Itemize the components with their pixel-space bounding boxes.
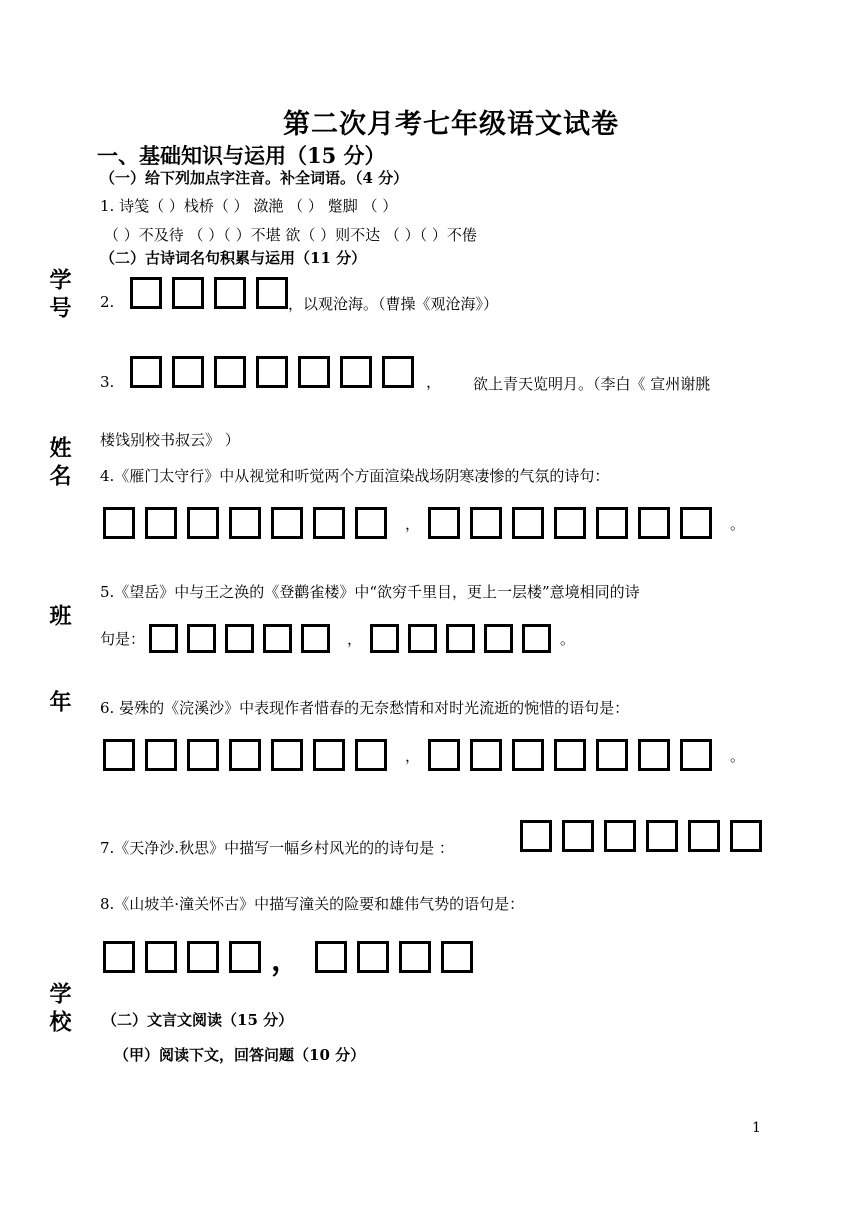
answer-box[interactable]: [149, 624, 178, 653]
answer-box[interactable]: [214, 277, 246, 309]
question-6-period: 。: [730, 746, 746, 765]
side-label-name: 姓名: [46, 436, 72, 492]
answer-box[interactable]: [187, 739, 219, 771]
answer-box[interactable]: [638, 739, 670, 771]
answer-box[interactable]: [313, 507, 345, 539]
side-label-student-id: 学号: [46, 268, 72, 324]
answer-box[interactable]: [172, 356, 204, 388]
answer-box[interactable]: [512, 507, 544, 539]
answer-box[interactable]: [229, 941, 261, 973]
answer-box[interactable]: [229, 739, 261, 771]
answer-box[interactable]: [271, 507, 303, 539]
answer-box[interactable]: [229, 507, 261, 539]
answer-box[interactable]: [596, 507, 628, 539]
question-5-period: 。: [560, 630, 576, 648]
answer-box[interactable]: [680, 739, 712, 771]
answer-box[interactable]: [263, 624, 292, 653]
section2-heading: （二）文言文阅读（15 分）: [102, 1011, 294, 1029]
question-3-answer-boxes[interactable]: [130, 356, 424, 388]
answer-box[interactable]: [596, 739, 628, 771]
answer-box[interactable]: [187, 624, 216, 653]
question-7-answer-boxes[interactable]: [520, 820, 762, 852]
answer-box[interactable]: [370, 624, 399, 653]
answer-box[interactable]: [408, 624, 437, 653]
answer-box[interactable]: [382, 356, 414, 388]
answer-box[interactable]: [357, 941, 389, 973]
answer-box[interactable]: [520, 820, 552, 852]
answer-box[interactable]: [301, 624, 330, 653]
answer-box[interactable]: [355, 739, 387, 771]
section1-heading: 一、基础知识与运用（15 分）: [97, 143, 386, 168]
answer-box[interactable]: [340, 356, 372, 388]
answer-box[interactable]: [130, 277, 162, 309]
answer-box[interactable]: [103, 739, 135, 771]
question-2-number: 2.: [100, 293, 115, 311]
answer-box[interactable]: [256, 356, 288, 388]
answer-box[interactable]: [145, 941, 177, 973]
answer-box[interactable]: [315, 941, 347, 973]
answer-box[interactable]: [298, 356, 330, 388]
question-6-text: 6. 晏殊的《浣溪沙》中表现作者惜春的无奈愁情和对时光流逝的惋惜的语句是：: [100, 699, 630, 717]
answer-box[interactable]: [428, 507, 460, 539]
answer-box[interactable]: [145, 739, 177, 771]
question-3-comma: ，: [426, 373, 442, 391]
answer-box[interactable]: [214, 356, 246, 388]
question-5-answer-row: [100, 624, 575, 653]
question-6-comma: ，: [405, 746, 421, 765]
question-8-comma: ，: [271, 943, 301, 978]
answer-box[interactable]: [680, 507, 712, 539]
answer-box[interactable]: [470, 739, 502, 771]
answer-box[interactable]: [446, 624, 475, 653]
answer-box[interactable]: [441, 941, 473, 973]
answer-box[interactable]: [399, 941, 431, 973]
question-3-text: 欲上青天览明月。（李白《 宣州谢朓: [473, 375, 711, 393]
answer-box[interactable]: [225, 624, 254, 653]
question-6-answer-boxes[interactable]: [103, 739, 753, 771]
answer-box[interactable]: [638, 507, 670, 539]
answer-box[interactable]: [554, 507, 586, 539]
answer-box[interactable]: [646, 820, 678, 852]
side-label-grade: 年: [46, 690, 72, 718]
answer-box[interactable]: [172, 277, 204, 309]
answer-box[interactable]: [428, 739, 460, 771]
side-label-school: 学校: [46, 982, 72, 1038]
part2-heading: （二）古诗词名句积累与运用（11 分）: [100, 249, 367, 267]
question-5-comma: ，: [347, 630, 363, 648]
answer-box[interactable]: [130, 356, 162, 388]
answer-box[interactable]: [103, 941, 135, 973]
answer-box[interactable]: [604, 820, 636, 852]
part1-heading: （一）给下列加点字注音。补全词语。（4 分）: [100, 169, 409, 187]
section2-subheading: （甲）阅读下文，回答问题（10 分）: [114, 1046, 366, 1064]
answer-box[interactable]: [484, 624, 513, 653]
answer-box[interactable]: [271, 739, 303, 771]
exam-title: 第二次月考七年级语文试卷: [283, 109, 619, 140]
answer-box[interactable]: [554, 739, 586, 771]
answer-box[interactable]: [730, 820, 762, 852]
answer-box[interactable]: [512, 739, 544, 771]
question-7-text: 7.《天净沙.秋思》中描写一幅乡村风光的的诗句是 ：: [100, 839, 454, 857]
answer-box[interactable]: [256, 277, 288, 309]
question-8-text: 8.《山坡羊·潼关怀古》中描写潼关的险要和雄伟气势的语句是：: [100, 895, 525, 913]
question-4-answer-boxes[interactable]: [103, 507, 753, 539]
question-4-comma: ，: [405, 514, 421, 533]
answer-box[interactable]: [187, 507, 219, 539]
page-number: 1: [752, 1120, 761, 1136]
question-5-text: 5.《望岳》中与王之涣的《登鹳雀楼》中“欲穷千里目，更上一层楼”意境相同的诗: [100, 583, 640, 601]
question-8-answer-boxes[interactable]: [103, 935, 483, 979]
answer-box[interactable]: [470, 507, 502, 539]
answer-box[interactable]: [187, 941, 219, 973]
question-4-period: 。: [730, 514, 746, 533]
answer-box[interactable]: [562, 820, 594, 852]
question-5-prefix: 句是：: [100, 630, 146, 648]
question-2-answer-boxes[interactable]: [130, 277, 298, 309]
answer-box[interactable]: [355, 507, 387, 539]
answer-box[interactable]: [103, 507, 135, 539]
side-label-class: 班: [46, 604, 72, 632]
question-2-text: ，以观沧海。（曹操《观沧海》）: [288, 295, 499, 313]
question-3-continuation: 楼饯别校书叔云》 ）: [100, 431, 240, 449]
question-3-number: 3.: [100, 373, 115, 391]
answer-box[interactable]: [313, 739, 345, 771]
question-1-line-1: 1. 诗笺（ ）栈桥（ ） 潋滟 （ ） 蹩脚 （ ）: [100, 197, 398, 215]
answer-box[interactable]: [145, 507, 177, 539]
question-1-line-2: （ ）不及待 （ ）（ ）不堪 欲（ ）则不达 （ ）（ ）不倦: [104, 226, 477, 244]
question-4-text: 4.《雁门太守行》中从视觉和听觉两个方面渲染战场阴寒凄惨的气氛的诗句：: [100, 467, 610, 485]
answer-box[interactable]: [688, 820, 720, 852]
answer-box[interactable]: [522, 624, 551, 653]
